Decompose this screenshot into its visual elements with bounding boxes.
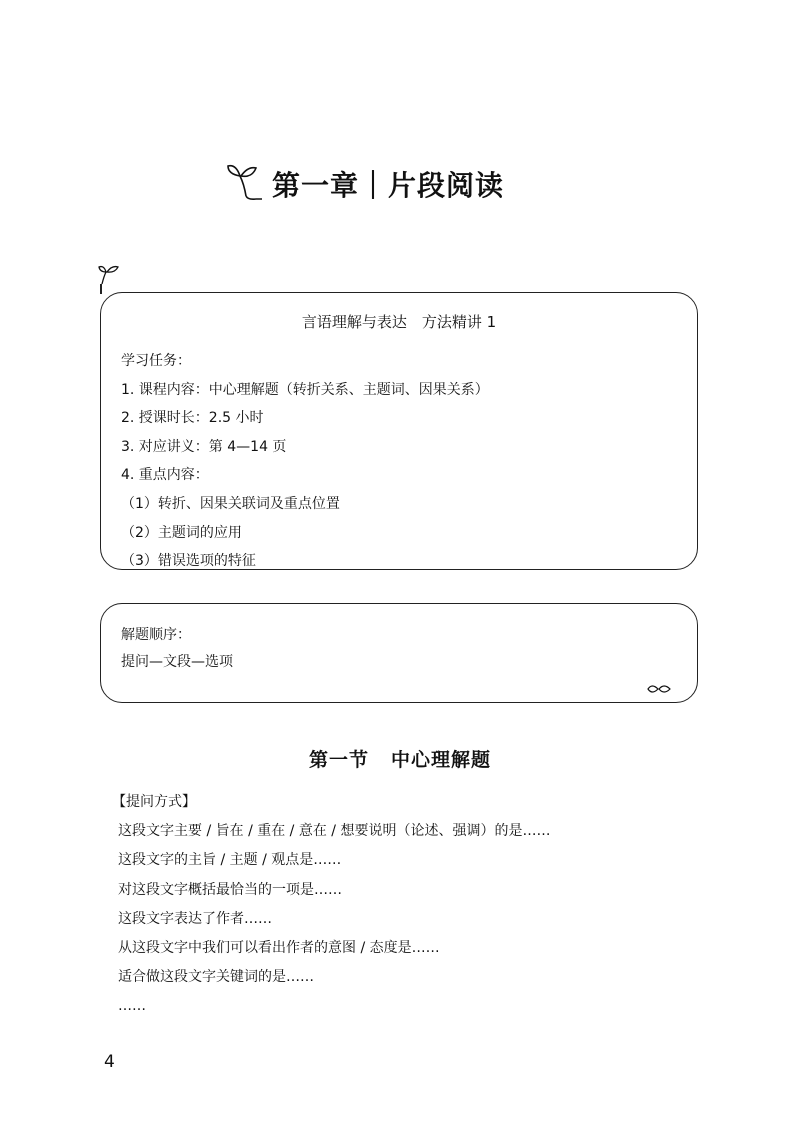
list-item: 解题顺序： [121, 627, 191, 643]
list-item: （1）转折、因果关联词及重点位置 [121, 495, 340, 512]
question-styles [112, 788, 551, 1022]
list-item: 提问—文段—选项 [121, 654, 233, 670]
list-item: …… [118, 998, 146, 1015]
list-item: 1. 课程内容：中心理解题（转折关系、主题词、因果关系） [121, 381, 489, 398]
section-title: 中心理解题 [391, 749, 492, 771]
task-box-title: 言语理解与表达 方法精讲 1 [301, 313, 497, 331]
list-item: 这段文字的主旨 / 主题 / 观点是…… [118, 852, 342, 869]
learning-task-box [100, 292, 698, 570]
question-styles-header: 【提问方式】 [112, 794, 196, 810]
list-item: 对这段文字概括最恰当的一项是…… [118, 881, 342, 898]
list-item: （2）主题词的应用 [121, 524, 242, 541]
order-list [121, 622, 233, 676]
leaf-icon [646, 682, 672, 696]
task-list [121, 347, 489, 576]
list-item: 学习任务： [121, 353, 191, 369]
chapter-title: 第一章｜片段阅读 [272, 169, 505, 202]
chapter-heading [0, 152, 800, 212]
list-item: 适合做这段文字关键词的是…… [118, 969, 314, 986]
solving-order-box [100, 603, 698, 703]
divider [100, 284, 102, 294]
list-item: 4. 重点内容： [121, 467, 209, 484]
list-item: （3）错误选项的特征 [121, 553, 256, 570]
section-number: 第一节 [308, 749, 369, 771]
list-item: 从这段文字中我们可以看出作者的意图 / 态度是…… [118, 939, 440, 956]
sprout-icon [222, 156, 268, 202]
list-item: 3. 对应讲义：第 4—14 页 [121, 438, 287, 455]
list-item: 2. 授课时长：2.5 小时 [121, 410, 264, 427]
list-item: 这段文字主要 / 旨在 / 重在 / 意在 / 想要说明（论述、强调）的是…… [118, 823, 551, 840]
list-item: 这段文字表达了作者…… [118, 910, 272, 927]
sprout-icon [98, 262, 128, 286]
section-heading [0, 745, 800, 772]
page-number: 4 [104, 1052, 115, 1072]
